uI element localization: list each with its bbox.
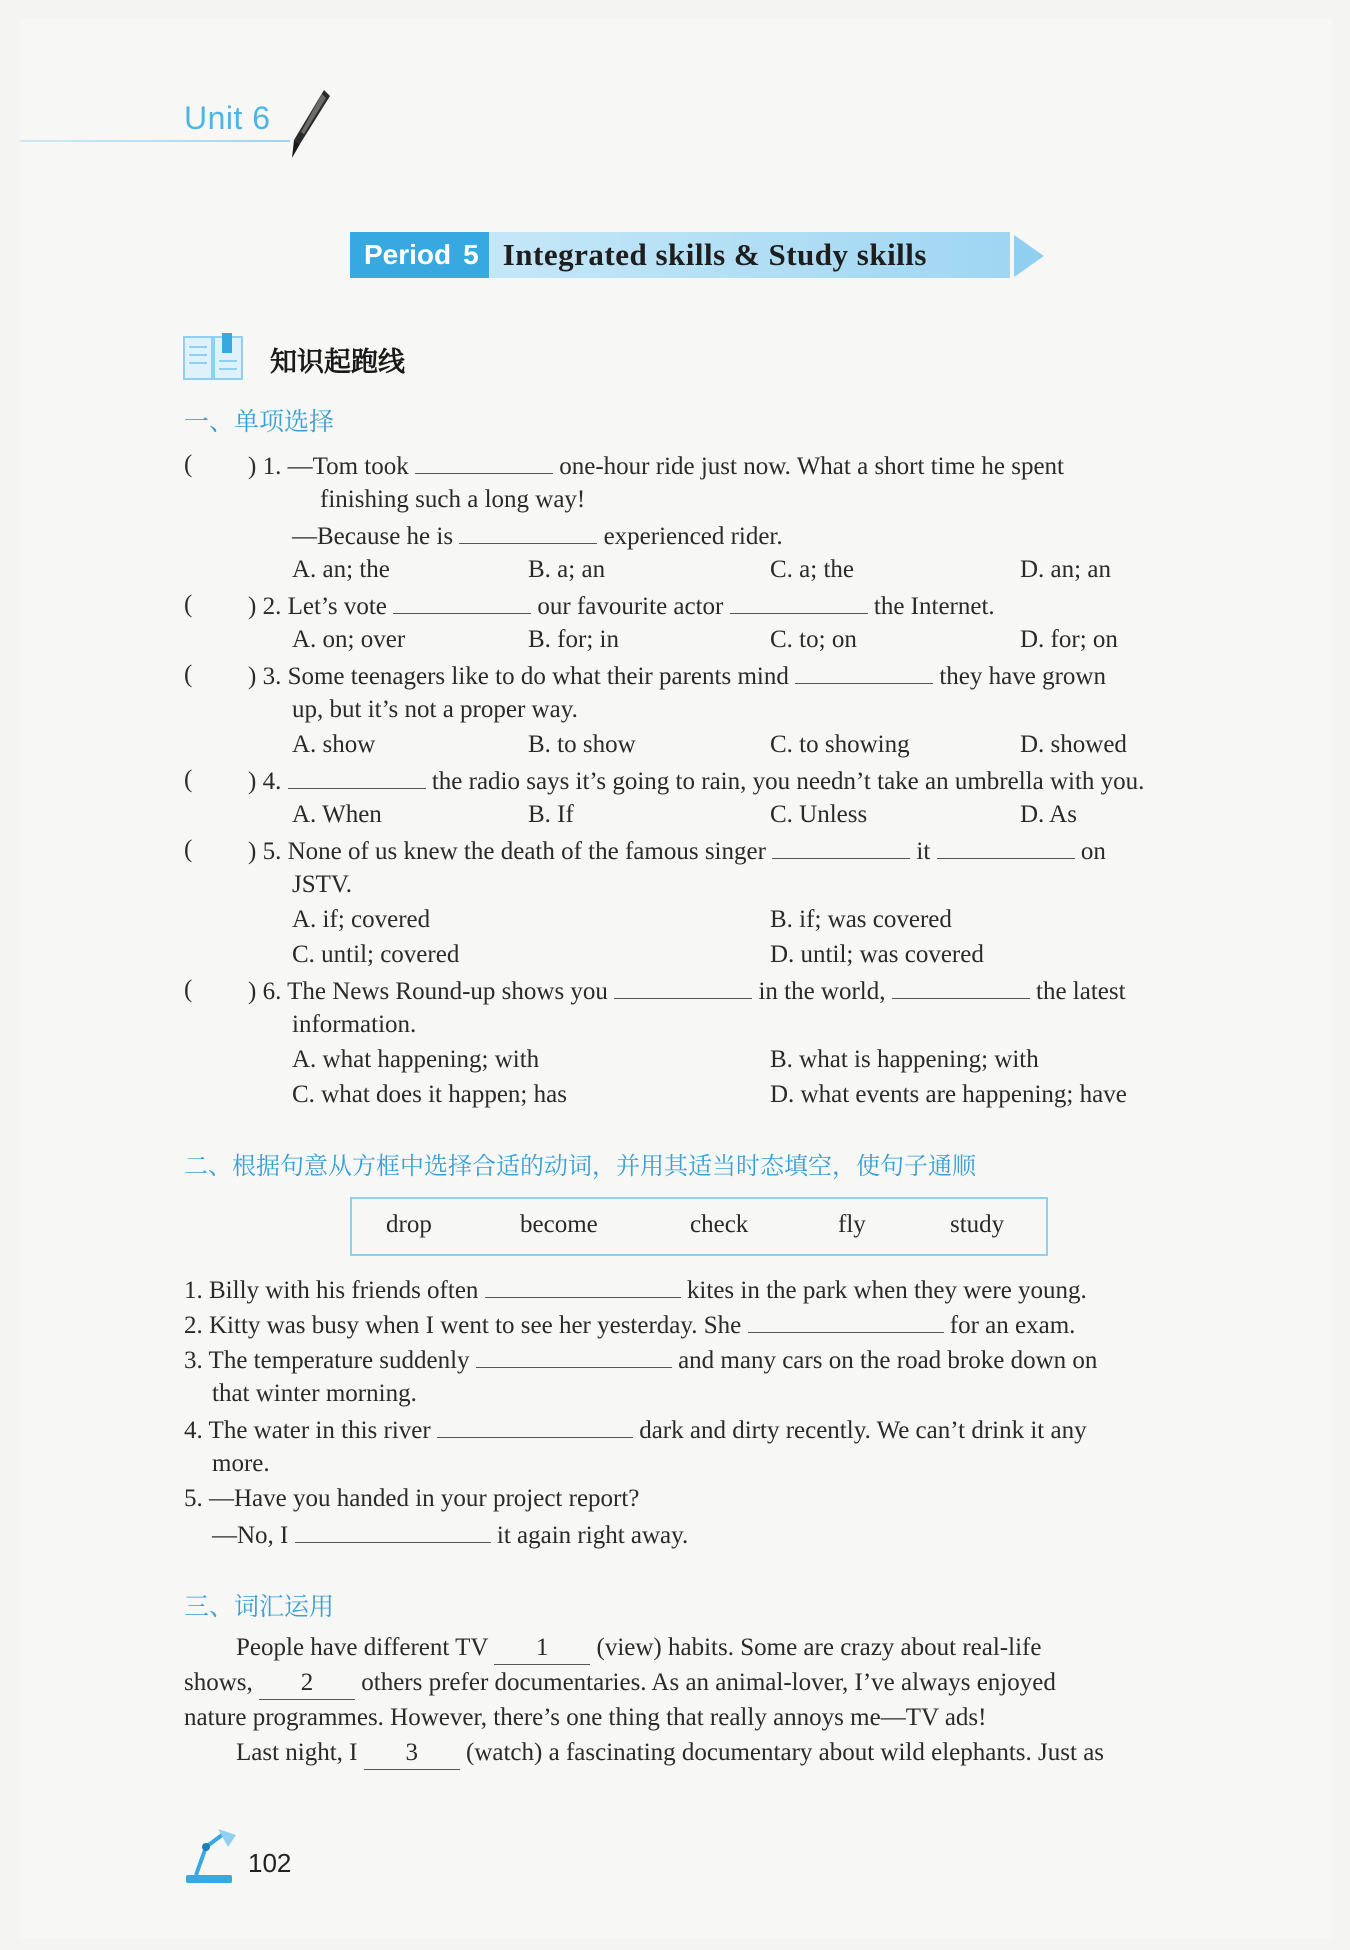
page-number: 102 (248, 1848, 292, 1878)
q5-option-b: B. if; was covered (770, 906, 952, 933)
s2-item4-line2: more. (212, 1450, 270, 1477)
s2-item4-text-cont: dark and dirty recently. We can’t drink it any (639, 1417, 1087, 1444)
q2-option-d: D. for; on (1020, 626, 1118, 653)
q1-line2: finishing such a long way! (320, 486, 586, 513)
s2-item3-text: 3. The temperature suddenly (184, 1347, 470, 1374)
q6-end: the latest (1036, 978, 1126, 1005)
q5-option-d: D. until; was covered (770, 941, 984, 968)
answer-blank[interactable] (937, 834, 1075, 859)
q2-paren: ( (184, 591, 193, 618)
section1-title: 一、单项选择 (184, 407, 335, 436)
answer-blank[interactable] (614, 974, 752, 999)
s3-text: (view) habits. Some are crazy about real-life (596, 1634, 1042, 1661)
answer-blank[interactable] (288, 764, 426, 789)
book-icon (182, 333, 248, 383)
period-title: Integrated skills & Study skills (489, 232, 1010, 278)
numbered-blank[interactable]: 1 (494, 1632, 590, 1665)
q2-option-b: B. for; in (528, 626, 619, 653)
answer-blank[interactable] (748, 1308, 944, 1333)
q5-stem: ) 5. None of us knew the death of the famous singer (248, 838, 766, 865)
unit-title: Unit 6 (184, 100, 271, 136)
s2-item4-text: 4. The water in this river (184, 1417, 431, 1444)
period-tag (350, 232, 489, 278)
q4-option-a: A. When (292, 801, 382, 828)
q1-stem: ) 1. —Tom took (248, 453, 409, 480)
q5-mid: it (916, 838, 931, 865)
period-banner (350, 232, 1010, 278)
q4-option-c: C. Unless (770, 801, 868, 828)
q4-option-d: D. As (1020, 801, 1077, 828)
answer-blank[interactable] (459, 519, 597, 544)
s3-text: Last night, I (236, 1739, 358, 1766)
q6-option-b: B. what is happening; with (770, 1046, 1039, 1073)
s2-item5: 5. —Have you handed in your project report? (184, 1485, 640, 1512)
answer-blank[interactable] (295, 1518, 491, 1543)
s2-item2-text: 2. Kitty was busy when I went to see her yesterday. She (184, 1312, 742, 1339)
s2-item3-line2: that winter morning. (212, 1380, 417, 1407)
q4-end: the radio says it’s going to rain, you needn’t take an umbrella with you. (431, 768, 1145, 795)
q3-stem: ) 3. Some teenagers like to do what their parents mind (248, 663, 789, 690)
word-option: drop (386, 1211, 432, 1238)
word-option: become (520, 1211, 598, 1238)
q5-end: on (1080, 838, 1106, 865)
q3-end: they have grown (939, 663, 1106, 690)
answer-blank[interactable] (730, 589, 868, 614)
q3-line2: up, but it’s not a proper way. (292, 696, 578, 723)
q2-mid: our favourite actor (537, 593, 724, 620)
q6-option-c: C. what does it happen; has (292, 1081, 567, 1108)
q6-mid: in the world, (758, 978, 886, 1005)
s2-item1-text-cont: kites in the park when they were young. (686, 1277, 1087, 1304)
s2-item5-reply-cont: it again right away. (496, 1522, 689, 1549)
s3-text: shows, (184, 1669, 253, 1696)
answer-blank[interactable] (415, 449, 553, 474)
q2-option-c: C. to; on (770, 626, 857, 653)
q1-option-b: B. a; an (528, 556, 606, 583)
word-box (350, 1197, 1048, 1256)
answer-blank[interactable] (393, 589, 531, 614)
q2-line1 (248, 589, 995, 623)
unit-underline (20, 140, 290, 142)
s3-text: others prefer documentaries. As an animal-lover, I’ve always enjoyed (361, 1669, 1056, 1696)
q1-reply: —Because he is (292, 523, 454, 550)
q5-option-a: A. if; covered (292, 906, 431, 933)
arrow-icon (1012, 233, 1046, 279)
q2-stem: ) 2. Let’s vote (248, 593, 387, 620)
q1-option-c: C. a; the (770, 556, 855, 583)
q3-line1 (248, 659, 1106, 693)
q1-reply-cont: experienced rider. (603, 523, 783, 550)
s2-item5-reply-text: —No, I (212, 1522, 289, 1549)
answer-blank[interactable] (795, 659, 933, 684)
knowledge-title: 知识起跑线 (270, 347, 405, 378)
s2-item1-text: 1. Billy with his friends often (184, 1277, 479, 1304)
q4-stem: ) 4. (248, 768, 282, 795)
answer-blank[interactable] (772, 834, 910, 859)
q1-option-a: A. an; the (292, 556, 390, 583)
q1-stem-cont: one-hour ride just now. What a short time he spent (559, 453, 1064, 480)
q6-option-a: A. what happening; with (292, 1046, 540, 1073)
q3-paren: ( (184, 661, 193, 688)
q5-line1 (248, 834, 1106, 868)
s2-item1 (184, 1273, 1087, 1307)
period-number: 5 (463, 239, 479, 270)
s2-item5-reply (212, 1518, 688, 1552)
section2-title: 二、根据句意从方框中选择合适的动词，并用其适当时态填空，使句子通顺 (184, 1152, 976, 1180)
s3-line1 (236, 1632, 1041, 1665)
s2-item4 (184, 1413, 1087, 1447)
word-option: fly (838, 1211, 866, 1238)
q1-paren: ( (184, 451, 193, 478)
q5-option-c: C. until; covered (292, 941, 460, 968)
s2-item3-text-cont: and many cars on the road broke down on (678, 1347, 1098, 1374)
q3-option-c: C. to showing (770, 731, 910, 758)
q1-line3 (292, 519, 783, 553)
q2-option-a: A. on; over (292, 626, 406, 653)
section3-title: 三、词汇运用 (184, 1592, 335, 1621)
q3-option-d: D. showed (1020, 731, 1127, 758)
s2-item2-text-cont: for an exam. (949, 1312, 1076, 1339)
s3-line2 (184, 1667, 1056, 1700)
q5-line2: JSTV. (292, 871, 352, 898)
q1-line1 (248, 449, 1064, 483)
pen-icon (286, 88, 332, 160)
period-label: Period (364, 239, 452, 270)
q1-option-d: D. an; an (1020, 556, 1111, 583)
s3-text: (watch) a fascinating documentary about wild elephants. Just as (466, 1739, 1105, 1766)
s2-item2 (184, 1308, 1075, 1342)
q4-line1 (248, 764, 1144, 798)
s2-item3 (184, 1343, 1097, 1377)
lamp-icon (182, 1825, 240, 1885)
q2-end: the Internet. (873, 593, 995, 620)
q6-paren: ( (184, 976, 193, 1003)
word-option: check (690, 1211, 749, 1238)
answer-blank[interactable] (476, 1343, 672, 1368)
answer-blank[interactable] (437, 1413, 633, 1438)
q6-line1 (248, 974, 1126, 1008)
q6-option-d: D. what events are happening; have (770, 1081, 1127, 1108)
s3-line3: nature programmes. However, there’s one thing that really annoys me—TV ads! (184, 1704, 987, 1731)
word-option: study (950, 1211, 1005, 1238)
numbered-blank[interactable]: 3 (364, 1737, 460, 1770)
q3-option-b: B. to show (528, 731, 636, 758)
q4-option-b: B. If (528, 801, 574, 828)
s3-line4 (236, 1737, 1104, 1770)
q4-paren: ( (184, 766, 193, 793)
s3-text: People have different TV (236, 1634, 489, 1661)
answer-blank[interactable] (485, 1273, 681, 1298)
q5-paren: ( (184, 836, 193, 863)
q3-option-a: A. show (292, 731, 376, 758)
answer-blank[interactable] (892, 974, 1030, 999)
numbered-blank[interactable]: 2 (259, 1667, 355, 1700)
q6-line2: information. (292, 1011, 417, 1038)
q6-stem: ) 6. The News Round-up shows you (248, 978, 608, 1005)
